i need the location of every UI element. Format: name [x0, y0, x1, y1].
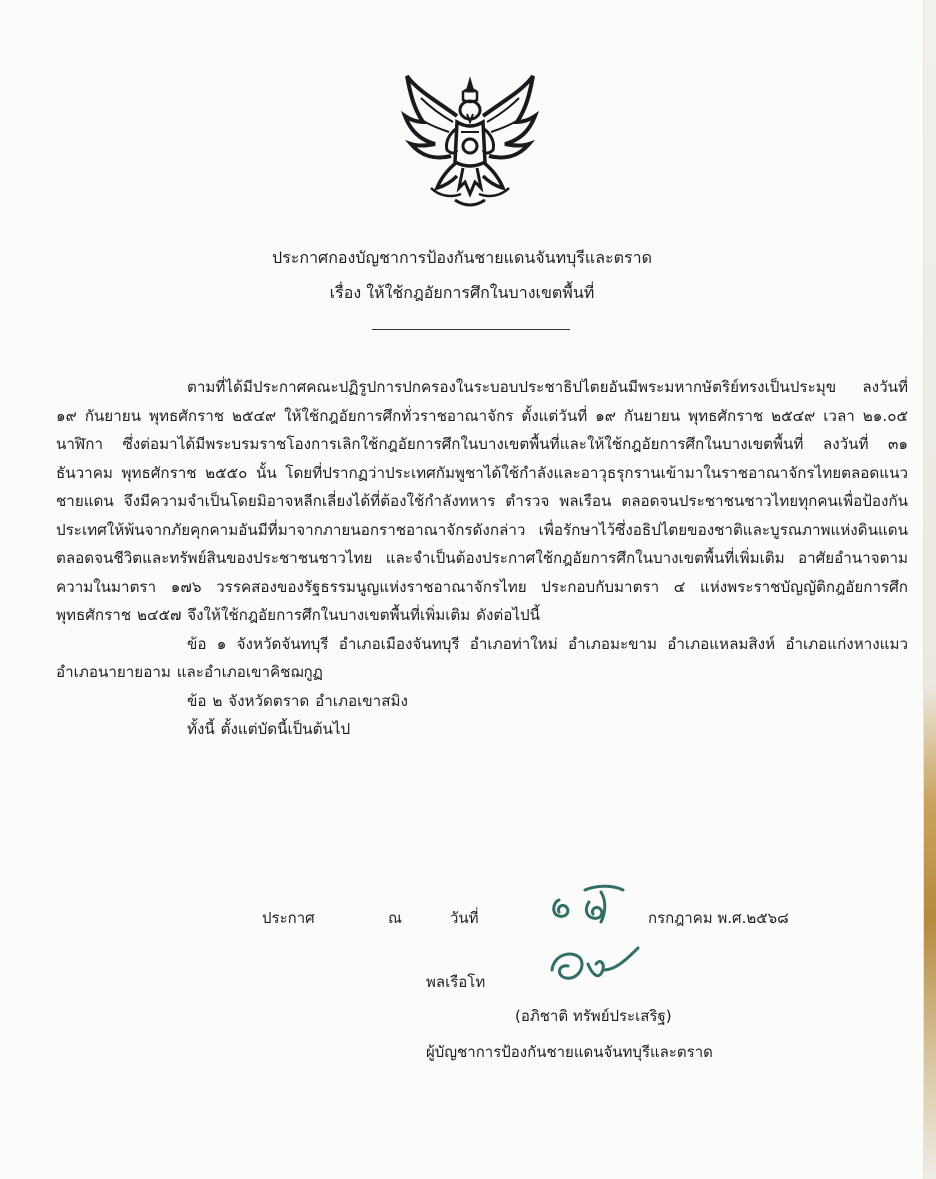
announce-label: ประกาศ — [262, 909, 315, 927]
background-edge — [924, 0, 936, 1179]
announcement-subject: เรื่อง ให้ใช้กฎอัยการศึกในบางเขตพื้นที่ — [329, 283, 595, 302]
handwritten-signature — [542, 940, 662, 996]
handwritten-day — [545, 880, 635, 928]
signer-position: ผู้บัญชาการป้องกันชายแดนจันทบุรีและตราด — [426, 1043, 713, 1061]
header-divider — [372, 329, 570, 330]
garuda-emblem — [395, 70, 545, 220]
preamble-paragraph: ตามที่ได้มีประกาศคณะปฏิรูปการปกครองในระบอบประชาธิปไตยอันมีพระมหากษัตริย์ทรงเป็นประมุข ลงวันที่ ๑๙ กันยายน พุทธศักราช ๒๕๔๙ ให้ใช้กฎอัยการศึกทั่วราชอาณาจักร ตั้งแต่วันที่ ๑๙ กันยายน พุทธศักราช ๒๕๔๙ เวลา ๒๑.๐๕ นาฬิกา ซึ่งต่อมาได้มีพระบรมราชโองการเลิกใช้กฎอัยการศึกในบางเขตพื้นที่และให้ใช้กฎอัยการศึกในบางเขตพื้นที่ ลงวันที่ ๓๑ ธันวาคม พุทธศักราช ๒๕๕๐ นั้น โดยที่ปรากฏว่าประเทศกัมพูชาได้ใช้กำลังและอาวุธรุกรานเข้ามาในราชอาณาจักรไทยตลอดแนวชายแดน จึงมีความจำเป็นโดยมิอาจหลีกเลี่ยงได้ที่ต้องใช้กำลังทหาร ตำรวจ พลเรือน ตลอดจนประชาชนชาวไทยทุกคนเพื่อป้องกันประเทศให้พ้นจากภัยคุกคามอันมีที่มาจากภายนอกราชอาณาจักรดังกล่าว เพื่อรักษาไว้ซึ่งอธิปไตยของชาติและบูรณภาพแห่งดินแดน ตลอดจนชีวิตและทรัพย์สินของประชาชนชาวไทย และจำเป็นต้องประกาศใช้กฎอัยการศึกในบางเขตพื้นที่เพิ่มเติม อาศัยอำนาจตามความในมาตรา ๑๗๖ วรรคสองของรัฐธรรมนูญแห่งราชอาณาจักรไทย ประกอบกับมาตรา ๔ แห่งพระราชบัญญัติกฎอัยการศึก พุทธศักราช ๒๔๕๗ จึงให้ใช้กฎอัยการศึกในบางเขตพื้นที่เพิ่มเติม ดังต่อไปนี้ — [56, 378, 908, 624]
month-year: กรกฎาคม พ.ศ.๒๕๖๘ — [648, 909, 789, 927]
clause-2: ข้อ ๒ จังหวัดตราด อำเภอเขาสมิง — [187, 691, 408, 710]
effective-statement: ทั้งนี้ ตั้งแต่บัดนี้เป็นต้นไป — [187, 720, 351, 738]
signer-name: (อภิชาติ ทรัพย์ประเสริฐ) — [515, 1007, 672, 1025]
day-label: วันที่ — [450, 909, 479, 927]
signer-rank: พลเรือโท — [426, 973, 486, 991]
at-label: ณ — [388, 909, 402, 927]
announcement-body — [56, 373, 908, 744]
clause-1: ข้อ ๑ จังหวัดจันทบุรี อำเภอเมืองจันทบุรี อำเภอท่าใหม่ อำเภอมะขาม อำเภอแหลมสิงห์ อำเภอแก่งหางแมว อำเภอนายายอาม และอำเภอเขาคิชฌกูฏ — [56, 634, 908, 681]
announcement-title: ประกาศกองบัญชาการป้องกันชายแดนจันทบุรีและตราด — [272, 248, 652, 267]
